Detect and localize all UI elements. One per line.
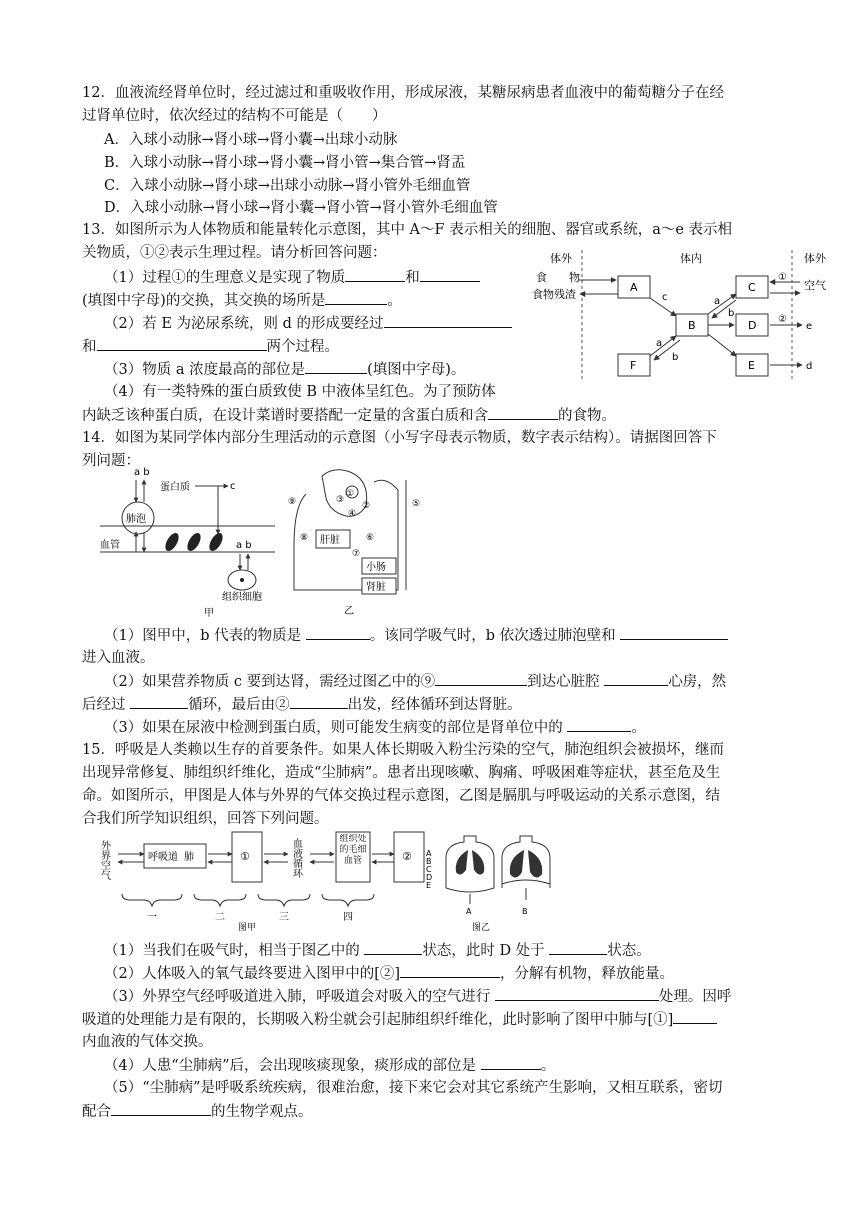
answer-blank[interactable] [305,359,367,374]
num-1: ① [346,489,355,499]
q13-stem-line2: 关物质，①②表示生理过程。请分析回答问题： [82,245,387,261]
q13-part3: （3）物质 a 浓度最高的部位是 (填图中字母)。 [104,359,465,380]
outside-right-label: 体外 [804,252,826,265]
box-c-label: C [748,281,756,294]
intestine-label: 小肠 [366,562,386,573]
residue-label: 食物残渣 [532,288,576,301]
outside-left-label: 体外 [550,252,572,265]
q14-part1-line1: （1）图甲中，b 代表的物质是 。该同学吸气时，b 依次透过肺泡壁和 [104,625,728,646]
stage-3: 三 [279,912,289,923]
letter-e: e [806,321,813,332]
stage-1: 一 [147,912,157,923]
letter-c: c [662,292,668,303]
q15-part3-line3: 内血液的气体交换。 [82,1034,213,1050]
q12-option-a: A．入球小动脉→肾小球→肾小囊→出球小动脉 [104,132,398,148]
letter-b-bc: b [728,308,735,319]
tissue-label: 组织细胞 [222,592,262,603]
side-letter-e: E [426,881,432,890]
q13-part2-line2: 和 两个过程。 [82,336,339,357]
alveolus-label: 肺泡 [126,514,146,525]
yi-figure-caption: 图乙 [472,923,491,932]
jia-caption: 甲 [204,608,214,618]
num-6: ⑥ [366,533,375,543]
letter-a-bc: a [714,296,721,307]
q13-stem-line1: 13．如图所示为人体物质和能量转化示意图，其中 A～F 表示相关的细胞、器官或系统，a～e 表示相 [82,222,733,238]
side-letter-c: C [426,865,432,874]
q15-stem-line3: 命。如图所示，甲图是人体与外界的气体交换过程示意图，乙图是膈肌与呼吸运动的关系示意图，结 [82,788,720,804]
side-letter-d: D [426,873,433,882]
protein-label: 蛋白质 [160,482,190,493]
num-8: ⑧ [300,533,309,543]
q15-figure-jia [98,828,428,932]
num-2: ② [362,501,371,511]
num-5: ⑤ [412,499,421,509]
circle-1-label: ① [778,272,787,283]
answer-blank[interactable] [495,986,659,1001]
jia-figure-caption: 图甲 [238,923,257,932]
q15-part1: （1）当我们在吸气时，相当于图乙中的 状态，此时 D 处于 状态。 [104,940,651,961]
ab-top-label: a b [134,467,150,478]
box-f-label: F [630,359,637,372]
c-label: c [230,481,236,492]
kidney-label: 肾脏 [366,582,386,593]
answer-blank[interactable] [673,1009,717,1024]
answer-blank[interactable] [97,336,267,351]
answer-blank[interactable] [345,267,405,282]
side-letter-a: A [426,849,432,858]
q13-part2-line1: （2）若 E 为泌尿系统，则 d 的形成要经过 [104,313,512,334]
q15-stem-line2: 出现异常修复、肺组织纤维化，造成“尘肺病”。患者出现咳嗽、胸痛、呼吸困难等症状，甚至危及生 [82,765,721,781]
answer-blank[interactable] [420,267,480,282]
q15-part4: （4）人患“尘肺病”后，会出现咳痰现象，痰形成的部位是 。 [104,1055,555,1076]
q13-part1-line2: (填图中字母)的交换，其交换的场所是 。 [82,290,402,311]
q15-figure-yi [424,828,554,932]
q12-option-d: D．入球小动脉→肾小球→肾小囊→肾小管→肾小管外毛细血管 [104,200,498,216]
q15-part5-line1: （5）“尘肺病”是呼吸系统疾病，很难治愈，接下来它会对其它系统产生影响，又相互联系，密切 [104,1080,723,1096]
answer-blank[interactable] [364,940,422,955]
num-9: ⑨ [288,497,297,507]
air-label: 空气 [804,279,826,292]
answer-blank[interactable] [549,940,607,955]
q15-part3-line2: 吸道的处理能力是有限的，长期吸入粉尘就会引起肺组织纤维化，此时影响了图甲中肺与[①] [82,1009,717,1030]
capillary-label: 组织处的毛细血管 [339,834,367,866]
q13-part4-line2: 内缺乏该种蛋白质，在设计菜谱时要搭配一定量的含蛋白质和含 的食物。 [82,405,616,426]
vessel-label: 血管 [100,540,120,551]
answer-blank[interactable] [604,671,668,686]
q14-part3: （3）如果在尿液中检测到蛋白质，则可能发生病变的部位是肾单位中的 。 [104,717,646,738]
q15-part2: （2）人体吸入的氧气最终要进入图甲中的[②] ，分解有机物，释放能量。 [104,963,674,984]
box-b-label: B [688,319,696,332]
circle-2-label: ② [778,314,787,325]
answer-blank[interactable] [306,625,370,640]
answer-blank[interactable] [130,694,188,709]
num-7: ⑦ [352,549,361,559]
q13-diagram [530,248,835,384]
letter-b-bf: b [672,352,679,363]
q14-part2-line2: 后经过 循环，最后由② 出发，经体循环到达肾脏。 [82,694,522,715]
q14-figure-jia [100,466,275,618]
ab-bottom-label: a b [236,540,252,551]
q14-part1-line2: 进入血液。 [82,650,155,666]
airway-label: 呼吸道 [148,852,178,863]
q13-part4-line1: （4）有一类特殊的蛋白质致使 B 中液体呈红色。为了预防体 [104,384,496,400]
box-d-label: D [748,319,757,332]
q14-stem-line2: 列问题： [82,453,140,469]
answer-blank[interactable] [488,405,558,420]
box-1-label: ① [240,850,250,863]
answer-blank[interactable] [481,1055,541,1070]
num-4: ④ [348,509,357,519]
q14-stem-line1: 14．如图为某同学体内部分生理活动的示意图（小写字母表示物质，数字表示结构）。请据图回答下 [82,430,717,446]
q14-figure-yi [286,466,431,618]
q12-option-b: B．入球小动脉→肾小球→肾小囊→肾小管→集合管→肾盂 [104,155,466,171]
answer-blank[interactable] [567,717,631,732]
yi-caption: 乙 [344,606,354,617]
answer-blank[interactable] [325,290,387,305]
q12-option-c: C．入球小动脉→肾小球→出球小动脉→肾小管外毛细血管 [104,178,471,194]
q12-stem-line1: 12．血液流经肾单位时，经过滤过和重吸收作用，形成尿液，某糖尿病患者血液中的葡萄糖分子在经 [82,85,724,101]
answer-blank[interactable] [400,963,500,978]
blood-circ-label: 血液循环 [290,838,302,878]
q13-part1-line1: （1）过程①的生理意义是实现了物质 和 [104,267,480,288]
answer-blank[interactable] [620,625,728,640]
q15-part5-line2: 配合 的生物学观点。 [82,1101,313,1122]
flask-a-label: A [466,907,472,916]
liver-label: 肝脏 [320,535,340,546]
food-label: 食 物 [536,271,580,284]
flask-b-label: B [522,907,528,916]
q15-stem-line1: 15．呼吸是人类赖以生存的首要条件。如果人体长期吸入粉尘污染的空气，肺泡组织会被损坏，继而 [82,742,724,758]
box-e-label: E [748,359,755,372]
answer-blank[interactable] [435,671,527,686]
outside-air-label: 外界空气 [98,840,110,880]
q15-stem-line4: 合我们所学知识组织，回答下列问题。 [82,811,329,827]
answer-blank[interactable] [290,694,348,709]
q15-part3-line1: （3）外界空气经呼吸道进入肺，呼吸道会对吸入的空气进行 处理。因呼 [104,986,731,1007]
side-letter-b: B [426,857,432,866]
stage-2: 二 [215,912,225,923]
answer-blank[interactable] [111,1101,211,1116]
box-a-label: A [630,281,638,294]
stage-4: 四 [343,912,353,923]
inside-label: 体内 [680,252,702,265]
num-3: ③ [336,495,345,505]
q14-part2-line1: （2）如果营养物质 c 要到达肾，需经过图乙中的⑨ 到达心脏腔 心房，然 [104,671,726,692]
lung-label: 肺 [184,852,194,863]
q12-stem-line2: 过肾单位时，依次经过的结构不可能是（ ） [82,108,387,124]
box-2-label: ② [402,850,412,863]
answer-blank[interactable] [384,313,512,328]
letter-a-bf: a [656,338,663,349]
letter-d: d [806,361,813,372]
